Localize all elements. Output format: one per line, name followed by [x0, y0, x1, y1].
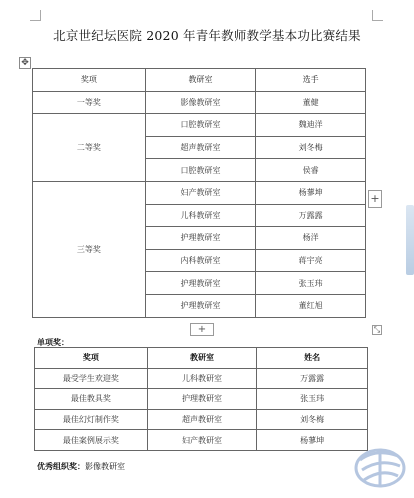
organization-award-value: 影像教研室: [85, 462, 125, 471]
award-cell: 最佳案例展示奖: [35, 430, 148, 451]
table-row: [33, 181, 366, 204]
table-row: [35, 409, 368, 430]
table-row: [35, 430, 368, 451]
header-award: 奖项: [35, 348, 148, 369]
dept-cell: 内科教研室: [145, 249, 256, 272]
name-cell: 杨蓼坤: [257, 430, 368, 451]
name-cell: 杨洋: [256, 227, 366, 250]
dept-cell: 妇产教研室: [145, 181, 256, 204]
crop-mark-top-right: [372, 10, 383, 21]
header-player: 选手: [256, 69, 366, 92]
main-results-table: [32, 68, 366, 318]
table-header-row: [33, 69, 366, 92]
page-title: 北京世纪坛医院 2020 年青年教师教学基本功比赛结果: [53, 28, 361, 43]
name-cell: 张玉玮: [257, 389, 368, 410]
dept-cell: 超声教研室: [145, 136, 256, 159]
table-row: [35, 368, 368, 389]
name-cell: 董红旭: [256, 294, 366, 317]
dept-cell: 护理教研室: [145, 227, 256, 250]
header-name: 姓名: [257, 348, 368, 369]
dept-cell: 护理教研室: [147, 389, 257, 410]
dept-cell: 影像教研室: [145, 91, 256, 114]
header-award: 奖项: [33, 69, 146, 92]
add-row-button[interactable]: +: [190, 323, 214, 336]
name-cell: 刘冬梅: [257, 409, 368, 430]
award-cell: 最受学生欢迎奖: [35, 368, 148, 389]
table-header-row: [35, 348, 368, 369]
dept-cell: 护理教研室: [145, 294, 256, 317]
name-cell: 董健: [256, 91, 366, 114]
dept-cell: 口腔教研室: [145, 114, 256, 137]
header-dept: 教研室: [145, 69, 256, 92]
name-cell: 侯睿: [256, 159, 366, 182]
add-column-button[interactable]: +: [368, 190, 382, 208]
dept-cell: 护理教研室: [145, 272, 256, 295]
scrollbar[interactable]: [406, 205, 414, 275]
hospital-logo-watermark: [346, 440, 408, 492]
dept-cell: 超声教研室: [147, 409, 257, 430]
award-cell: 三等奖: [33, 181, 146, 317]
crop-mark-top-left: [30, 10, 41, 21]
award-cell: 二等奖: [33, 114, 146, 182]
name-cell: 万露露: [257, 368, 368, 389]
award-cell: 一等奖: [33, 91, 146, 114]
award-cell: 最佳幻灯制作奖: [35, 409, 148, 430]
individual-awards-label: 单项奖：: [37, 338, 69, 347]
header-dept: 教研室: [147, 348, 257, 369]
name-cell: 万露露: [256, 204, 366, 227]
name-cell: 刘冬梅: [256, 136, 366, 159]
name-cell: 杨蓼坤: [256, 181, 366, 204]
dept-cell: 儿科教研室: [145, 204, 256, 227]
table-row: [33, 114, 366, 137]
dept-cell: 口腔教研室: [145, 159, 256, 182]
table-row: [35, 389, 368, 410]
resize-icon[interactable]: ⤡: [373, 325, 381, 334]
move-icon[interactable]: ✥: [19, 57, 31, 69]
organization-award: [37, 461, 125, 472]
award-cell: 最佳教具奖: [35, 389, 148, 410]
dept-cell: 儿科教研室: [147, 368, 257, 389]
organization-award-label: 优秀组织奖：: [37, 462, 85, 471]
dept-cell: 妇产教研室: [147, 430, 257, 451]
name-cell: 张玉玮: [256, 272, 366, 295]
name-cell: 魏迪洋: [256, 114, 366, 137]
individual-awards-table: [34, 347, 368, 451]
table-row: [33, 91, 366, 114]
name-cell: 蒋宇亮: [256, 249, 366, 272]
